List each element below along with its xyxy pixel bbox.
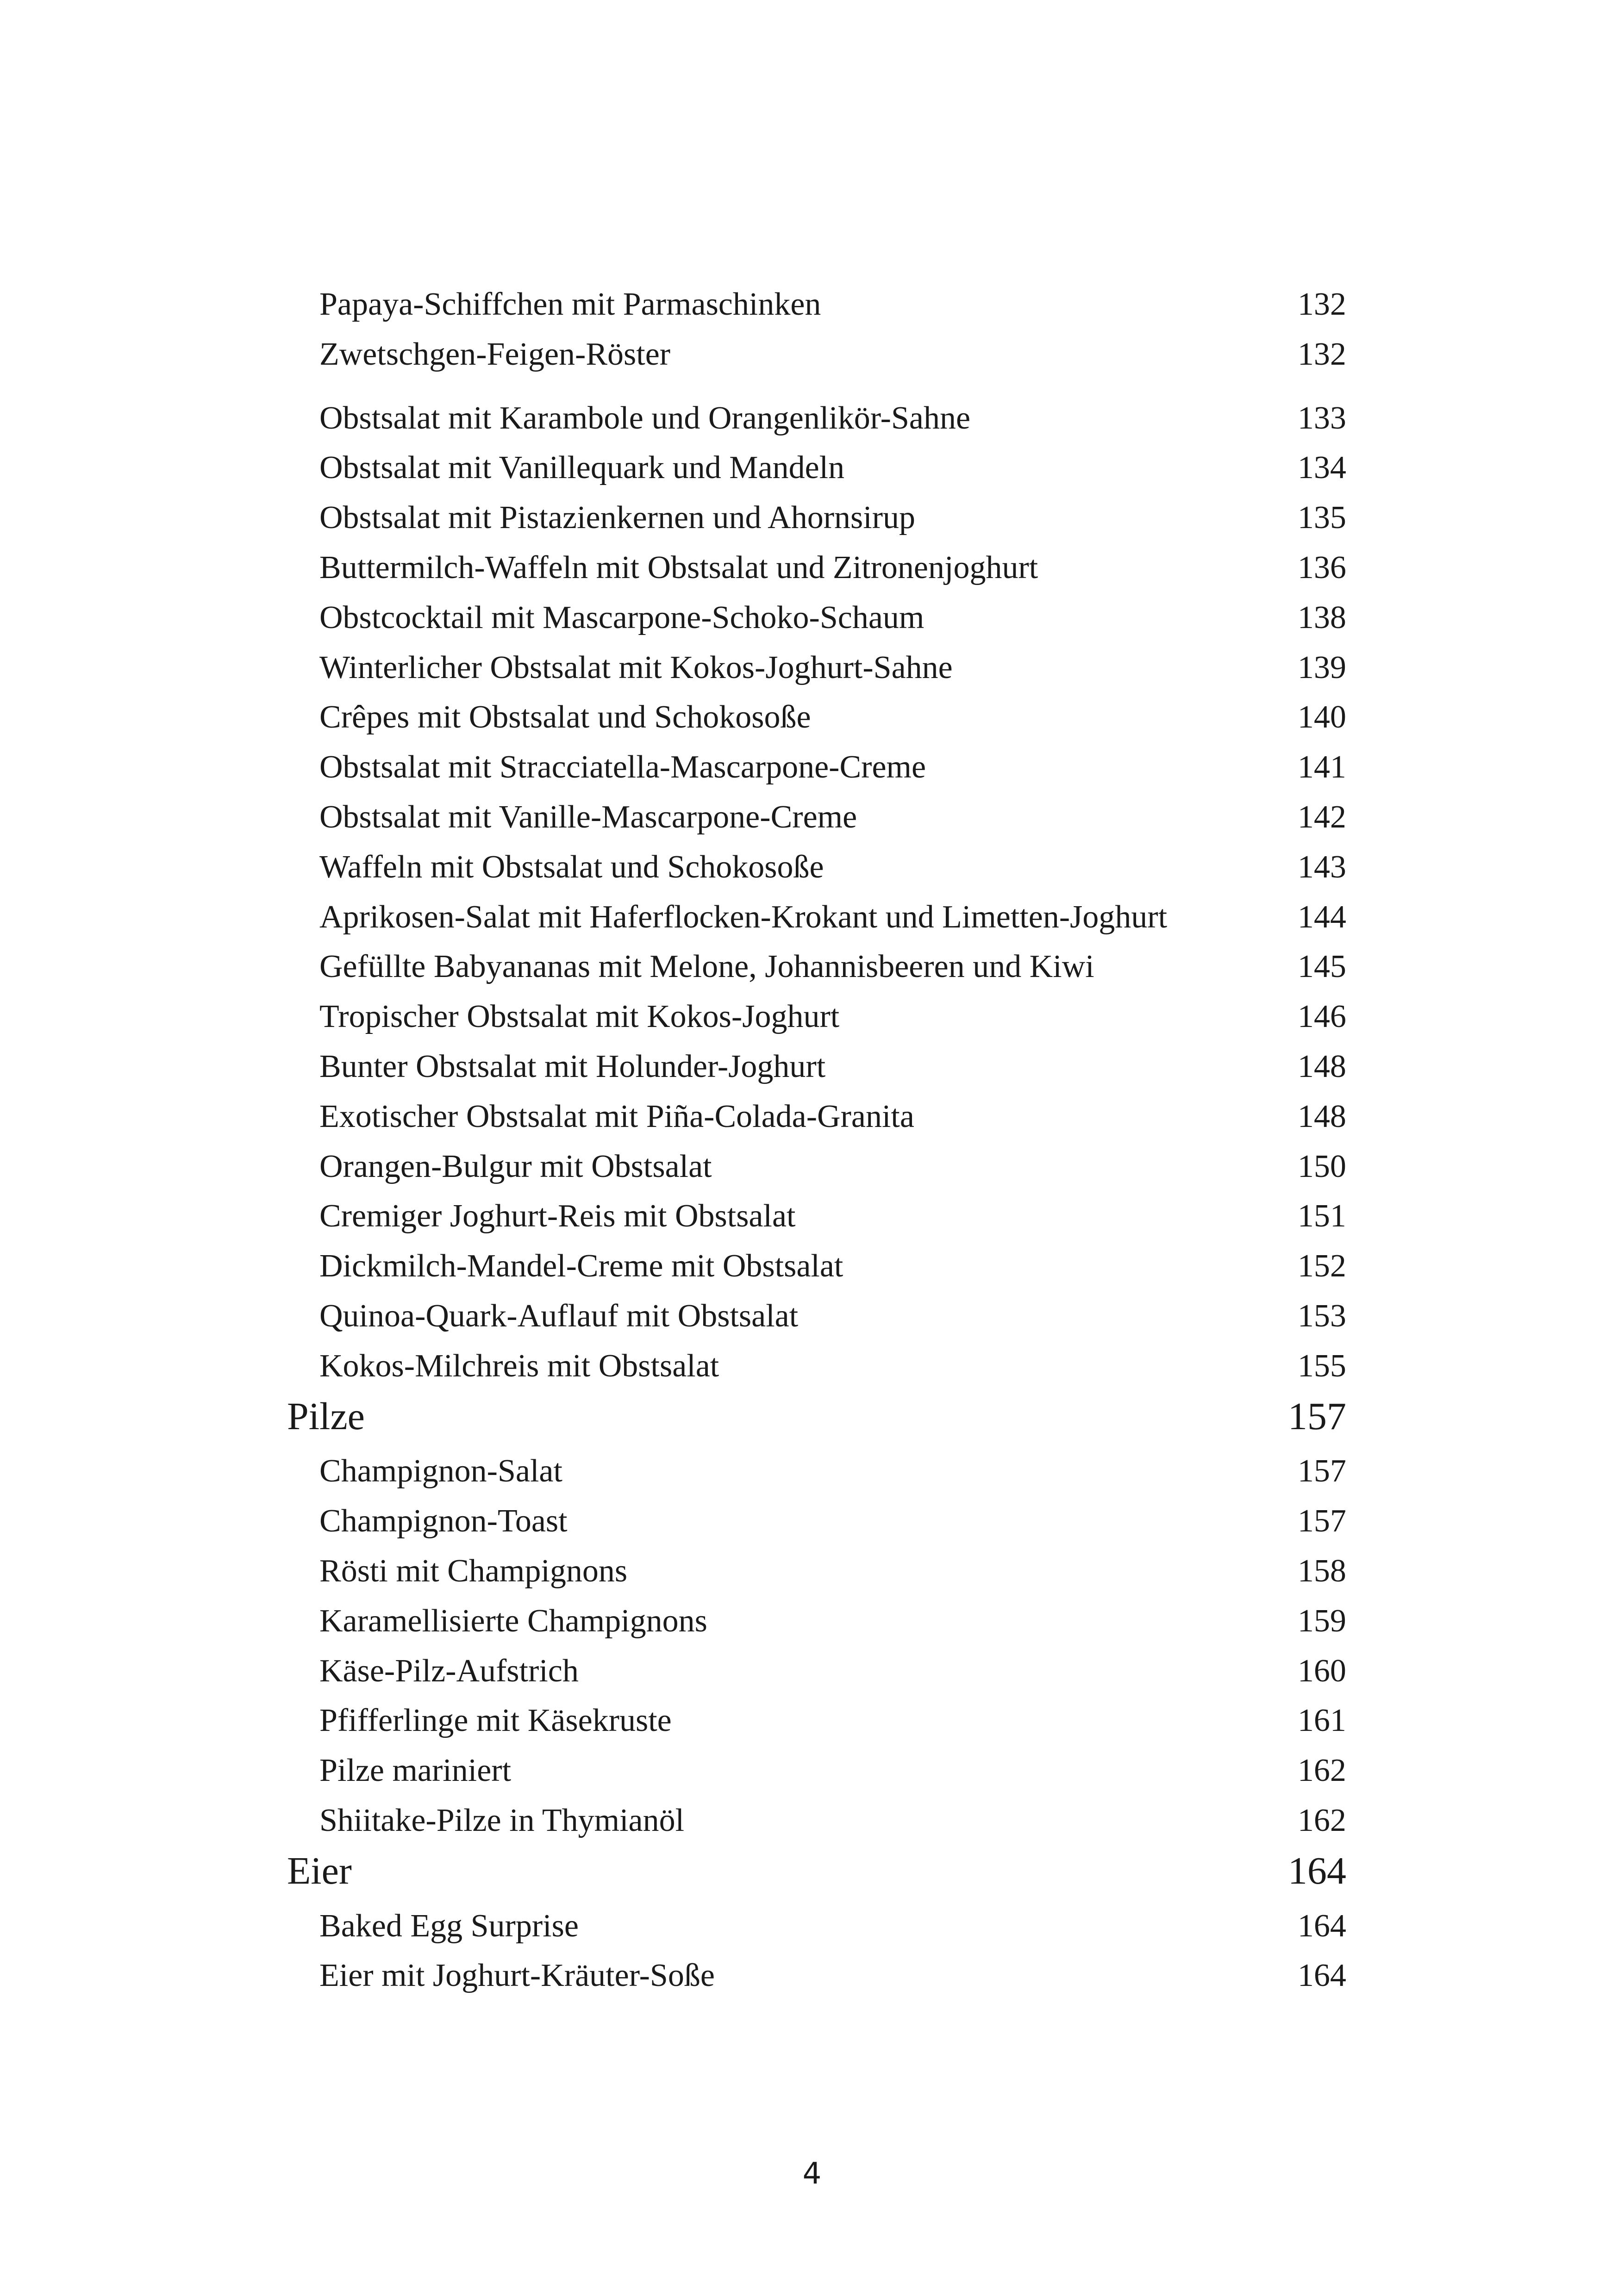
toc-entry[interactable] xyxy=(0,543,1624,599)
page-reference: 152 xyxy=(1298,1248,1346,1284)
page-reference: 158 xyxy=(1298,1553,1346,1589)
page-reference: 143 xyxy=(1298,849,1346,885)
toc-section-heading[interactable] xyxy=(0,1848,1624,1904)
entry-title: Shiitake-Pilze in Thymianöl xyxy=(319,1803,685,1838)
entry-title: Obstsalat mit Pistazienkernen und Ahornsirup xyxy=(319,500,916,535)
entry-title: Buttermilch-Waffeln mit Obstsalat und Zitronenjoghurt xyxy=(319,550,1038,585)
toc-entry[interactable] xyxy=(0,643,1624,699)
page-reference: 162 xyxy=(1298,1753,1346,1788)
toc-entry[interactable] xyxy=(0,893,1624,948)
page-reference: 132 xyxy=(1298,286,1346,322)
entry-title: Obstsalat mit Vanille-Mascarpone-Creme xyxy=(319,799,857,835)
page-reference: 141 xyxy=(1298,749,1346,785)
page-reference: 136 xyxy=(1298,550,1346,585)
entry-title: Pilze mariniert xyxy=(319,1753,512,1788)
page-reference: 151 xyxy=(1298,1198,1346,1234)
toc-entry[interactable] xyxy=(0,1447,1624,1502)
entry-title: Exotischer Obstsalat mit Piña-Colada-Granita xyxy=(319,1099,914,1134)
page-reference: 148 xyxy=(1298,1099,1346,1134)
toc-entry[interactable] xyxy=(0,1092,1624,1148)
entry-title: Quinoa-Quark-Auflauf mit Obstsalat xyxy=(319,1298,799,1334)
toc-entry[interactable] xyxy=(0,280,1624,336)
toc-entry[interactable] xyxy=(0,443,1624,499)
page-reference: 159 xyxy=(1298,1603,1346,1639)
toc-entry[interactable] xyxy=(0,693,1624,748)
entry-title: Cremiger Joghurt-Reis mit Obstsalat xyxy=(319,1198,796,1234)
toc-entry[interactable] xyxy=(0,330,1624,386)
entry-title: Pfifferlinge mit Käsekruste xyxy=(319,1703,672,1738)
page-reference: 132 xyxy=(1298,336,1346,372)
page-reference: 164 xyxy=(1288,1849,1346,1892)
entry-title: Orangen-Bulgur mit Obstsalat xyxy=(319,1149,712,1184)
toc-entry[interactable] xyxy=(0,1951,1624,2007)
toc-entry[interactable] xyxy=(0,493,1624,549)
entry-title: Aprikosen-Salat mit Haferflocken-Krokant und Limetten-Joghurt xyxy=(319,899,1168,935)
toc-entry[interactable] xyxy=(0,1647,1624,1702)
page-reference: 164 xyxy=(1298,1958,1346,1993)
toc-entry[interactable] xyxy=(0,394,1624,449)
entry-title: Dickmilch-Mandel-Creme mit Obstsalat xyxy=(319,1248,843,1284)
entry-title: Waffeln mit Obstsalat und Schokosoße xyxy=(319,849,824,885)
toc-entry[interactable] xyxy=(0,1142,1624,1198)
entry-title: Karamellisierte Champignons xyxy=(319,1603,707,1639)
page-reference: 144 xyxy=(1298,899,1346,935)
section-title: Eier xyxy=(287,1849,352,1892)
entry-title: Rösti mit Champignons xyxy=(319,1553,628,1589)
page-reference: 157 xyxy=(1298,1453,1346,1489)
toc-entry[interactable] xyxy=(0,1192,1624,1247)
page-reference: 153 xyxy=(1298,1298,1346,1334)
page-reference: 160 xyxy=(1298,1653,1346,1689)
toc-entry[interactable] xyxy=(0,593,1624,649)
toc-entry[interactable] xyxy=(0,1042,1624,1098)
toc-entry[interactable] xyxy=(0,1547,1624,1602)
entry-title: Obstsalat mit Vanillequark und Mandeln xyxy=(319,450,845,485)
toc-entry[interactable] xyxy=(0,1292,1624,1347)
entry-title: Käse-Pilz-Aufstrich xyxy=(319,1653,579,1689)
page-reference: 145 xyxy=(1298,949,1346,984)
toc-entry[interactable] xyxy=(0,1746,1624,1802)
section-title: Pilze xyxy=(287,1395,365,1438)
toc-entry[interactable] xyxy=(0,793,1624,848)
toc-entry[interactable] xyxy=(0,1696,1624,1752)
toc-entry[interactable] xyxy=(0,1497,1624,1552)
page-reference: 146 xyxy=(1298,999,1346,1034)
page-reference: 164 xyxy=(1298,1908,1346,1944)
toc-entry[interactable] xyxy=(0,1902,1624,1957)
page-reference: 148 xyxy=(1298,1049,1346,1084)
page-reference: 135 xyxy=(1298,500,1346,535)
page-reference: 138 xyxy=(1298,600,1346,635)
toc-section-heading[interactable] xyxy=(0,1394,1624,1449)
entry-title: Champignon-Toast xyxy=(319,1503,568,1539)
page-reference: 133 xyxy=(1298,400,1346,436)
page-number: 4 xyxy=(802,2157,822,2191)
entry-title: Obstsalat mit Karambole und Orangenlikör-Sahne xyxy=(319,400,971,436)
page-reference: 157 xyxy=(1288,1395,1346,1438)
entry-title: Papaya-Schiffchen mit Parmaschinken xyxy=(319,286,821,322)
page-reference: 150 xyxy=(1298,1149,1346,1184)
entry-title: Crêpes mit Obstsalat und Schokosoße xyxy=(319,699,811,735)
entry-title: Obstsalat mit Stracciatella-Mascarpone-Creme xyxy=(319,749,926,785)
entry-title: Obstcocktail mit Mascarpone-Schoko-Schaum xyxy=(319,600,924,635)
toc-entry[interactable] xyxy=(0,1242,1624,1297)
entry-title: Gefüllte Babyananas mit Melone, Johannisbeeren und Kiwi xyxy=(319,949,1094,984)
toc-entry[interactable] xyxy=(0,1342,1624,1397)
toc-entry[interactable] xyxy=(0,992,1624,1048)
entry-title: Bunter Obstsalat mit Holunder-Joghurt xyxy=(319,1049,826,1084)
entry-title: Baked Egg Surprise xyxy=(319,1908,579,1944)
entry-title: Winterlicher Obstsalat mit Kokos-Joghurt-Sahne xyxy=(319,650,953,685)
entry-title: Tropischer Obstsalat mit Kokos-Joghurt xyxy=(319,999,840,1034)
page-reference: 139 xyxy=(1298,650,1346,685)
page-reference: 161 xyxy=(1298,1703,1346,1738)
toc-entry[interactable] xyxy=(0,843,1624,898)
toc-entry[interactable] xyxy=(0,1597,1624,1652)
entry-title: Eier mit Joghurt-Kräuter-Soße xyxy=(319,1958,715,1993)
page-reference: 142 xyxy=(1298,799,1346,835)
page-reference: 134 xyxy=(1298,450,1346,485)
entry-title: Kokos-Milchreis mit Obstsalat xyxy=(319,1348,719,1384)
page-reference: 155 xyxy=(1298,1348,1346,1384)
entry-title: Champignon-Salat xyxy=(319,1453,562,1489)
page-reference: 162 xyxy=(1298,1803,1346,1838)
entry-title: Zwetschgen-Feigen-Röster xyxy=(319,336,671,372)
page-reference: 140 xyxy=(1298,699,1346,735)
toc-entry[interactable] xyxy=(0,743,1624,798)
page-reference: 157 xyxy=(1298,1503,1346,1539)
toc-entry[interactable] xyxy=(0,1796,1624,1852)
toc-entry[interactable] xyxy=(0,942,1624,998)
